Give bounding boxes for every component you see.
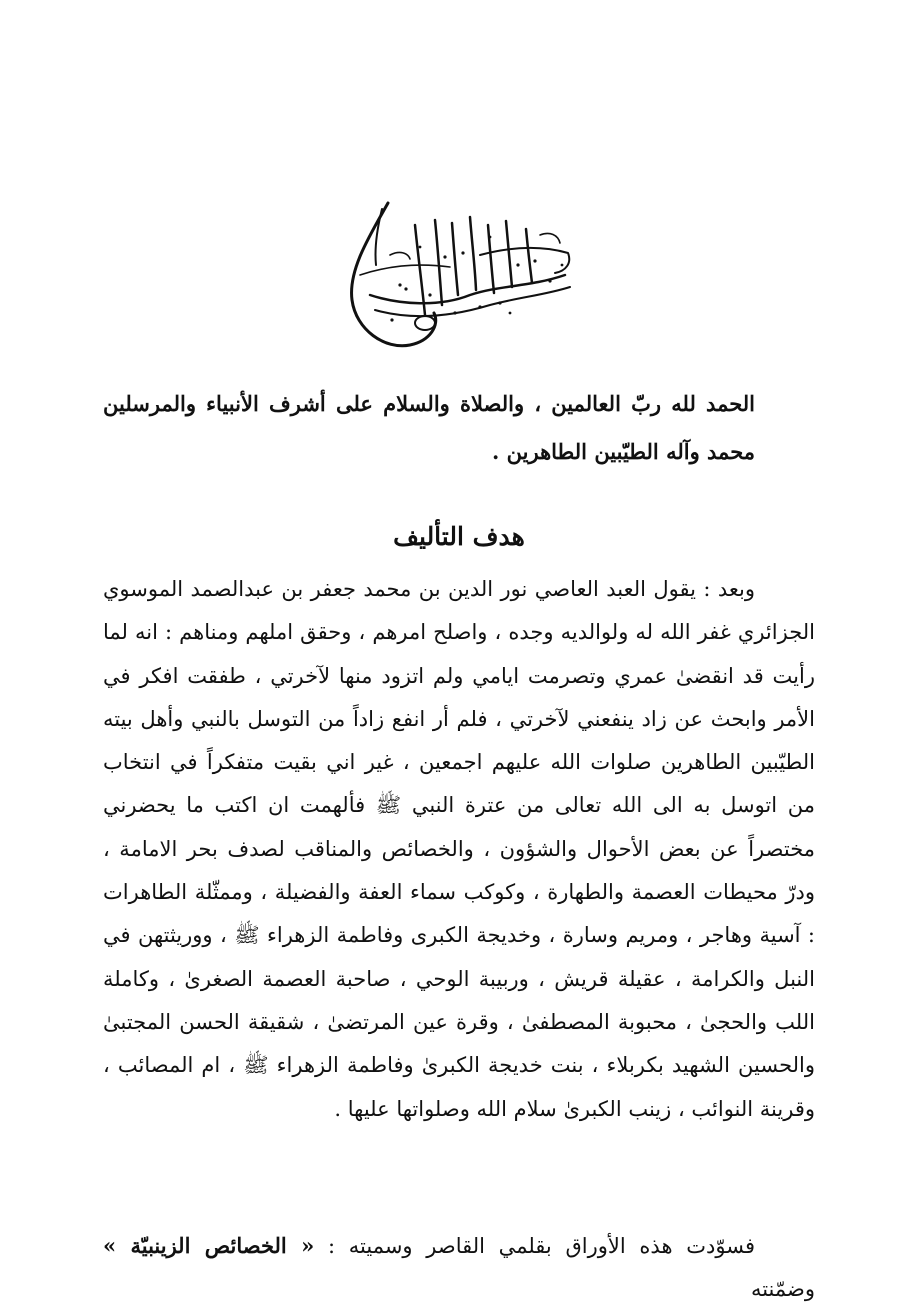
closing-text-start: فسوّدت هذه الأوراق بقلمي القاصر وسميته : [314,1234,755,1258]
basmala-calligraphy [330,195,580,355]
body-paragraph: وبعد : يقول العبد العاصي نور الدين بن محمد جعفر بن عبدالصمد الموسوي الجزائري غفر الله له ولوالديه وجده ، واصلح امرهم ، وحقق املهم ومناهم : انه لما رأيت قد انقضىٰ عمري وتصرمت ايامي ولم اتزود منها لآخرتي ، طفقت افكر في الأمر وابحث عن زاد ينفعني لآخرتي ، فلم أر انفع زاداً من التوسل بالنبي وأهل بيته الطيّبين الطاهرين صلوات الله عليهم اجمعين ، غير اني بقيت متفكراً في انتخاب من اتوسل به الى الله تعالى من عترة النبي ﷺ فألهمت ان اكتب ما يحضرني مختصراً عن بعض الأحوال والشؤون ، والخصائص والمناقب لصدف بحر الامامة ، ودرّ محيطات العصمة والطهارة ، وكوكب سماء العفة والفضيلة ، وممثّلة الطاهرات : آسية وهاجر ، ومريم وسارة ، وخديجة الكبرى وفاطمة الزهراء ﷺ ، ووريثتهن في النبل والكرامة ، عقيلة قريش ، وربيبة الوحي ، صاحبة العصمة الصغرىٰ ، وكاملة اللب والحجىٰ ، محبوبة المصطفىٰ ، وقرة عين المرتضىٰ ، شقيقة الحسن المجتبىٰ والحسين الشهيد بكربلاء ، بنت خديجة الكبرىٰ وفاطمة الزهراء ﷺ ، ام المصائب ، وقرينة النوائب ، زينب الكبرىٰ سلام الله وصلواتها عليها . [103,577,815,1121]
closing-paragraph [103,1224,815,1311]
book-title: « الخصائص الزينبيّة » [103,1233,315,1258]
section-heading: هدف التأليف [393,522,525,551]
closing-text-end: وضمّنته [750,1277,815,1301]
opening-praise: الحمد لله ربّ العالمين ، والصلاة والسلام على أشرف الأنبياء والمرسلين محمد وآله الطيّبين الطاهرين . [103,391,755,464]
